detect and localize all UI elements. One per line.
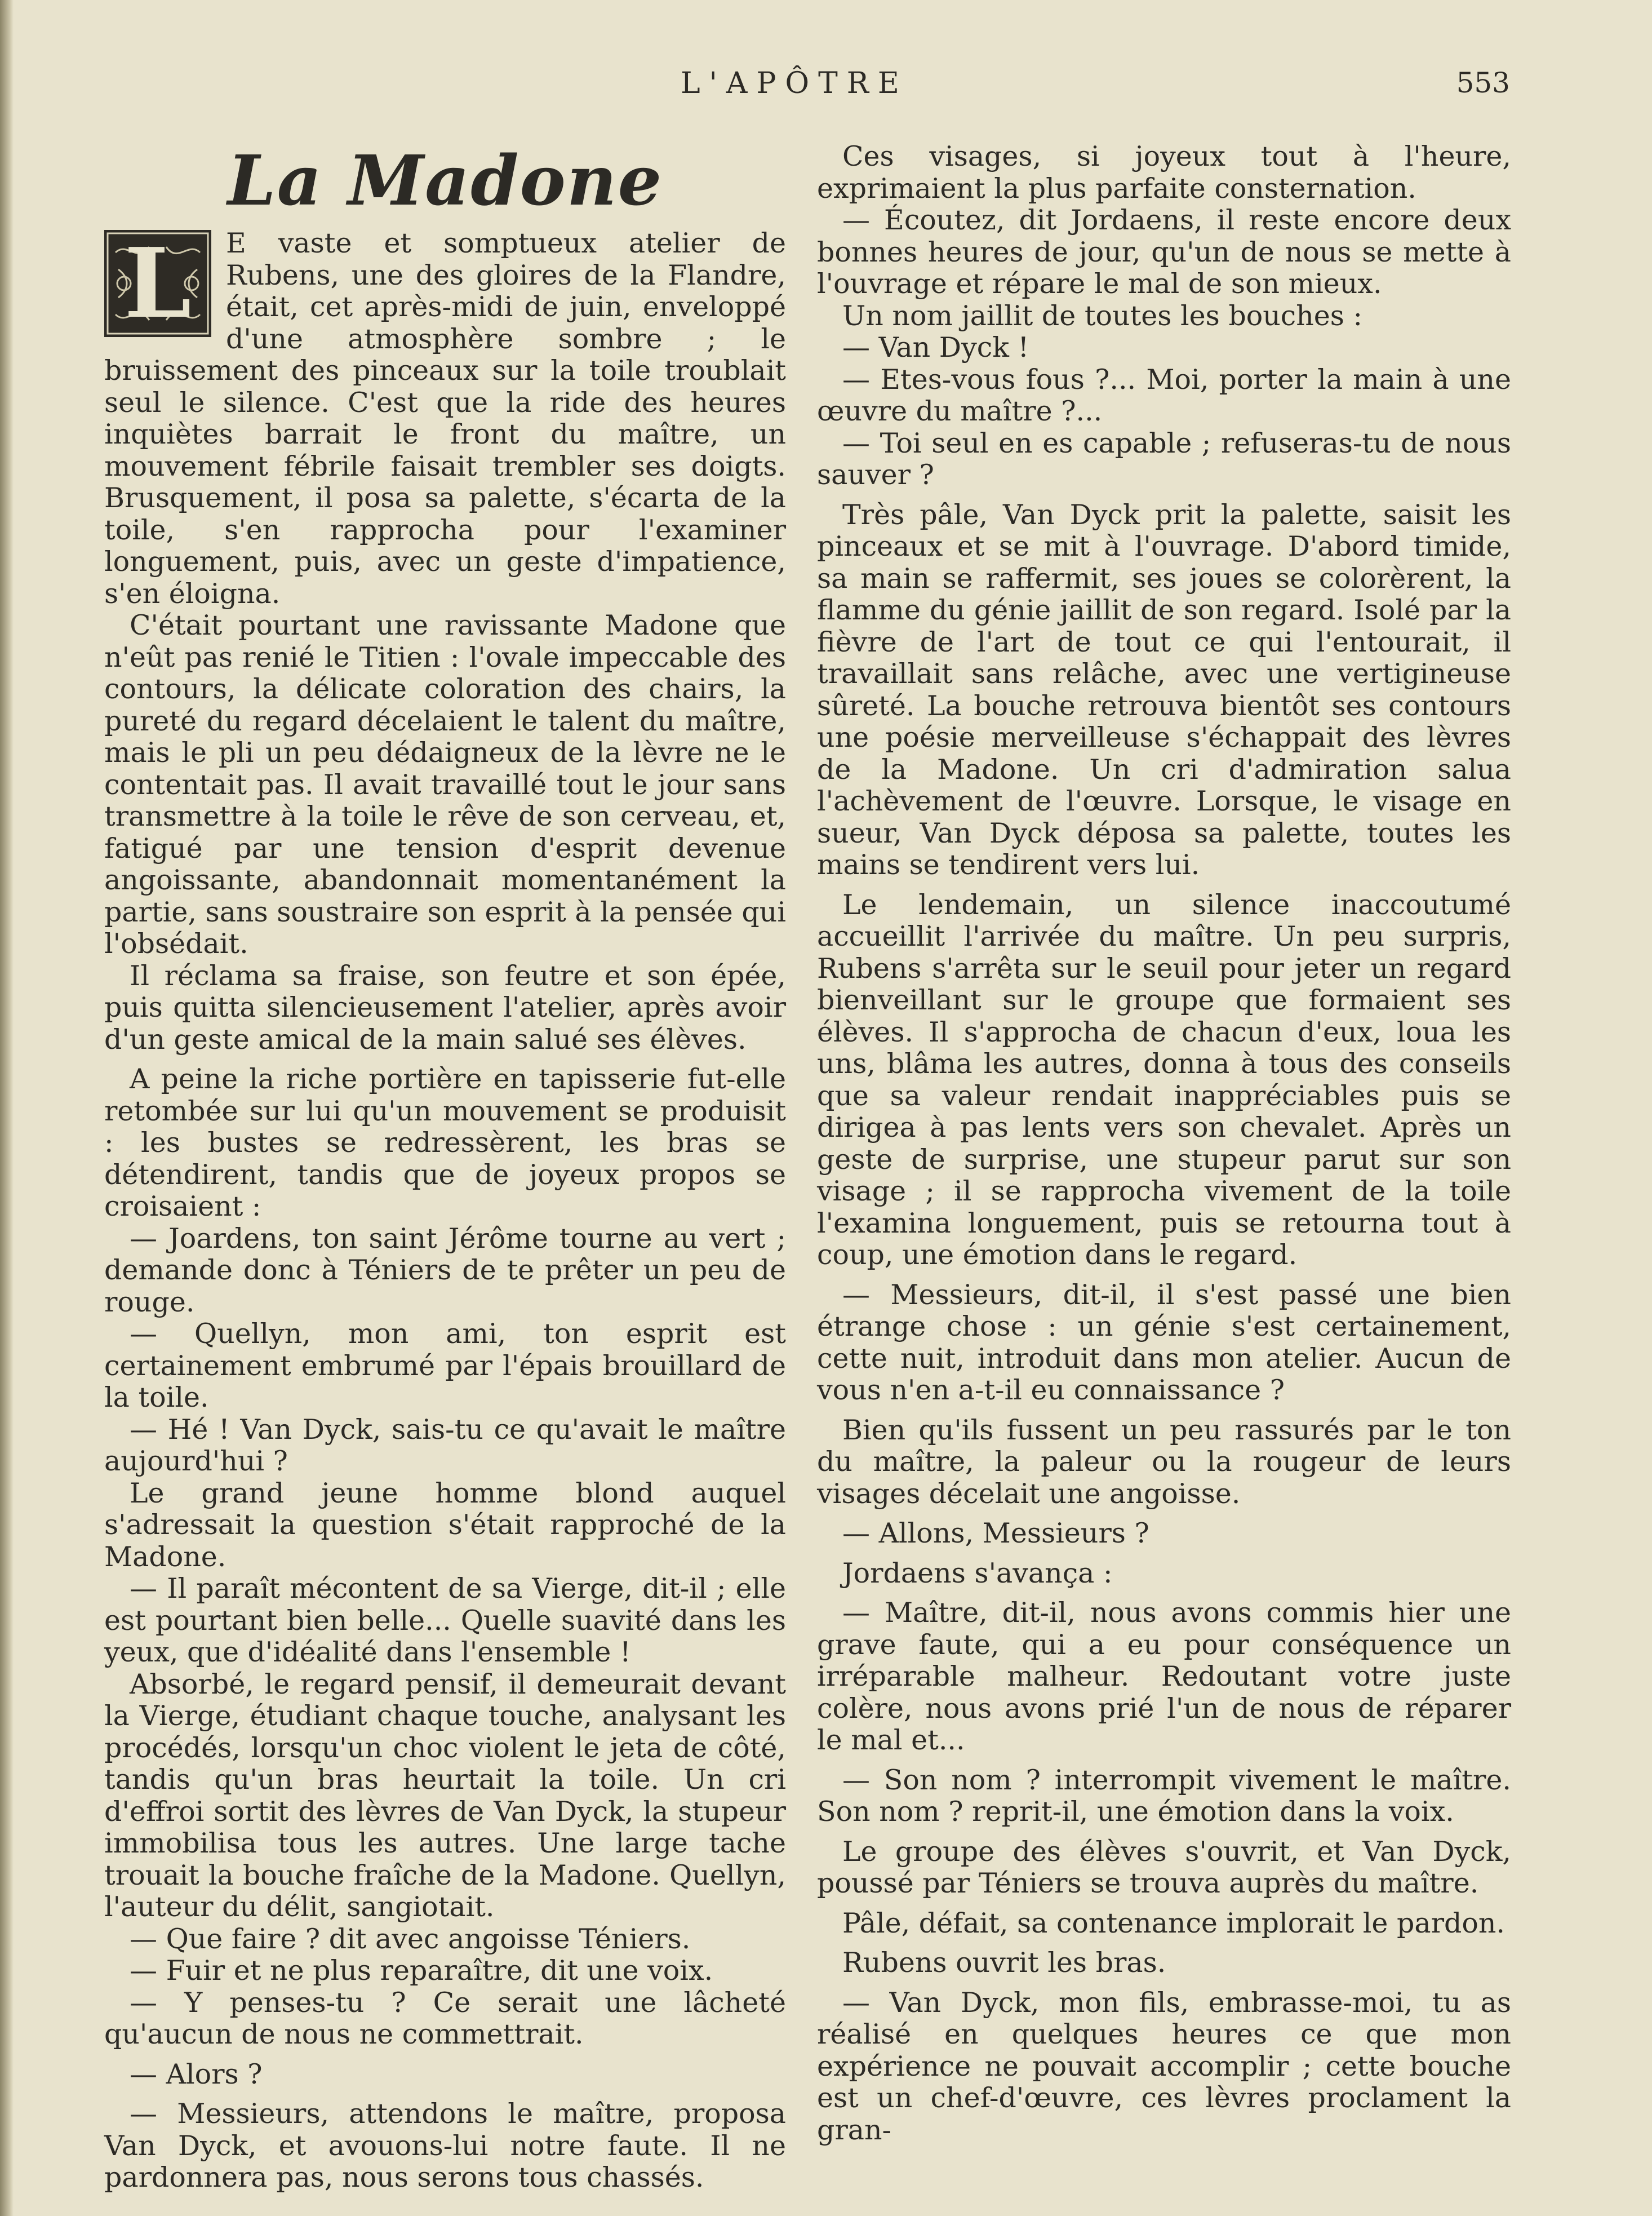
dialogue-line: — Que faire ? dit avec angoisse Téniers. (130, 1922, 691, 1955)
paragraph: Il réclama sa fraise, son feutre et son épée, puis quitta silencieusement l'atelier, après avoir d'un geste amical de la main salué ses élèves. (104, 959, 786, 1056)
dialogue-line: — Van Dyck ! (842, 331, 1029, 364)
dialogue-line: — Alors ? (130, 2058, 263, 2090)
dialogue-line: — Etes-vous fous ?... Moi, porter la main à une œuvre du maître ?... (817, 363, 1511, 427)
dialogue-line: — Quellyn, mon ami, ton esprit est certainement embrumé par l'épais brouillard de la toile. (104, 1318, 786, 1413)
page-number: 553 (1456, 67, 1510, 99)
paragraph: Le lendemain, un silence inaccoutumé accueillit l'arrivée du maître. Un peu surpris, Rubens s'arrêta sur le seuil pour jeter un regard bienveillant sur le groupe que formaient ses élèves. Il s'approcha de chacun d'eux, loua les uns, blâma les autres, donna à tous des conseils que sa valeur rendait inappréciables puis se dirigea à pas lents vers son chevalet. Après un geste de surprise, une stupeur parut sur son visage ; il se rapprocha vivement de la toile l'examina longuement, puis se retourna tout à coup, une émotion dans le regard. (817, 888, 1511, 1271)
right-column (817, 141, 1511, 2146)
paragraph (104, 228, 786, 610)
page-header (0, 67, 1652, 106)
paragraph: Le groupe des élèves s'ouvrit, et Van Dyck, poussé par Téniers se trouva auprès du maître. (817, 1835, 1511, 1899)
paragraph: A peine la riche portière en tapisserie fut-elle retombée sur lui qu'un mouvement se produisit : les bustes se redressèrent, les bras se détendirent, tandis que de joyeux propos se croisaient : (104, 1063, 786, 1222)
ornamental-dropcap (104, 227, 211, 340)
paragraph-text: vaste et somptueux atelier de Rubens, une des gloires de la Flandre, était, cet après-midi de juin, enveloppé d'une atmosphère sombre ; le bruissement des pinceaux sur la toile troublait seul le silence. C'est que la ride des heures inquiètes barrait le front du maître, un mouvement fébrile faisait trembler ses doigts. Brusquement, il posa sa palette, s'écarta de la toile, s'en rapprocha pour l'examiner longuement, puis, avec un geste d'impatience, s'en éloigna. (104, 227, 786, 610)
paragraph: Un nom jaillit de toutes les bouches : (842, 299, 1363, 332)
paragraph: Absorbé, le regard pensif, il demeurait devant la Vierge, étudiant chaque touche, analysant les procédés, lorsqu'un choc violent le jeta de côté, tandis qu'un bras heurtait la toile. Un cri d'effroi sortit des lèvres de Van Dyck, la stupeur immobilisa tous les autres. Une large tache trouait la bouche fraîche de la Madone. Quellyn, l'auteur du délit, sangiotait. (104, 1668, 786, 1923)
paragraph: Très pâle, Van Dyck prit la palette, saisit les pinceaux et se mit à l'ouvrage. D'abord timide, sa main se raffermit, ses joues se colorèrent, la flamme du génie jaillit de son regard. Isolé par la fièvre de l'art de tout ce qui l'entourait, il travaillait sans relâche, avec une vertigineuse sûreté. La bouche retrouva bientôt ses contours une poésie merveilleuse s'échappait des lèvres de la Madone. Un cri d'admiration salua l'achèvement de l'œuvre. Lorsque, le visage en sueur, Van Dyck déposa sa palette, toutes les mains se tendirent vers lui. (817, 498, 1511, 881)
dialogue-line: — Son nom ? interrompit vivement le maître. Son nom ? reprit-il, une émotion dans la voix. (817, 1763, 1511, 1828)
paragraph: Le grand jeune homme blond auquel s'adressait la question s'était rapproché de la Madone. (104, 1477, 786, 1573)
page-binding-edge (0, 0, 14, 2216)
first-word-rest: E (226, 227, 246, 259)
dialogue-line: — Van Dyck, mon fils, embrasse-moi, tu as réalisé en quelques heures ce que mon expérience ne pouvait accomplir ; cette bouche est un chef-d'œuvre, ces lèvres proclament la gran- (817, 1986, 1511, 2146)
dialogue-line: — Fuir et ne plus reparaître, dit une voix. (130, 1954, 713, 1987)
paragraph: Jordaens s'avança : (842, 1557, 1113, 1589)
dialogue-line: — Il paraît mécontent de sa Vierge, dit-il ; elle est pourtant bien belle... Quelle suavité dans les yeux, que d'idéalité dans l'ensemble ! (104, 1572, 786, 1668)
dialogue-line: — Messieurs, dit-il, il s'est passé une bien étrange chose : un génie s'est certainement, cette nuit, introduit dans mon atelier. Aucun de vous n'en a-t-il eu connaissance ? (817, 1278, 1511, 1406)
article-title: La Madone (227, 140, 663, 221)
paragraph: Ces visages, si joyeux tout à l'heure, exprimaient la plus parfaite consternation. (817, 140, 1511, 205)
paragraph: Bien qu'ils fussent un peu rassurés par le ton du maître, la paleur ou la rougeur de leurs visages décelait une angoisse. (817, 1413, 1511, 1510)
dialogue-line: — Messieurs, attendons le maître, proposa Van Dyck, et avouons-lui notre faute. Il ne pardonnera pas, nous serons tous chassés. (104, 2098, 786, 2193)
dialogue-line: — Hé ! Van Dyck, sais-tu ce qu'avait le maître aujourd'hui ? (104, 1413, 786, 1477)
dialogue-line: — Y penses-tu ? Ce serait une lâcheté qu'aucun de nous ne commettrait. (104, 1986, 786, 2050)
paragraph: C'était pourtant une ravissante Madone que n'eût pas renié le Titien : l'ovale impeccable des contours, la délicate coloration des chairs, la pureté du regard décelaient le talent du maître, mais le pli un peu dédaigneux de la lèvre ne le contentait pas. Il avait travaillé tout le jour sans transmettre à la toile le rêve de son cerveau, et, fatigué par une tension d'esprit devenue angoissante, abandonnait momentanément la partie, sans soustraire son esprit à la pensée qui l'obsédait. (104, 609, 786, 960)
dropcap-letter: L (124, 227, 192, 340)
paragraph: Pâle, défait, sa contenance implorait le pardon. (842, 1907, 1505, 1939)
paragraph: Rubens ouvrit les bras. (842, 1947, 1166, 1979)
dialogue-line: — Allons, Messieurs ? (842, 1517, 1149, 1549)
dialogue-line: — Maître, dit-il, nous avons commis hier une grave faute, qui a eu pour conséquence un irréparable malheur. Redoutant votre juste colère, nous avons prié l'un de nous de réparer le mal et... (817, 1597, 1511, 1756)
running-title: L'APÔTRE (681, 67, 908, 100)
dialogue-line: — Joardens, ton saint Jérôme tourne au vert ; demande donc à Téniers de te prêter un peu de rouge. (104, 1222, 786, 1318)
dialogue-line: — Toi seul en es capable ; refuseras-tu de nous sauver ? (817, 427, 1511, 491)
left-column (104, 141, 786, 2194)
dialogue-line: — Écoutez, dit Jordaens, il reste encore deux bonnes heures de jour, qu'un de nous se mette à l'ouvrage et répare le mal de son mieux. (817, 204, 1511, 300)
